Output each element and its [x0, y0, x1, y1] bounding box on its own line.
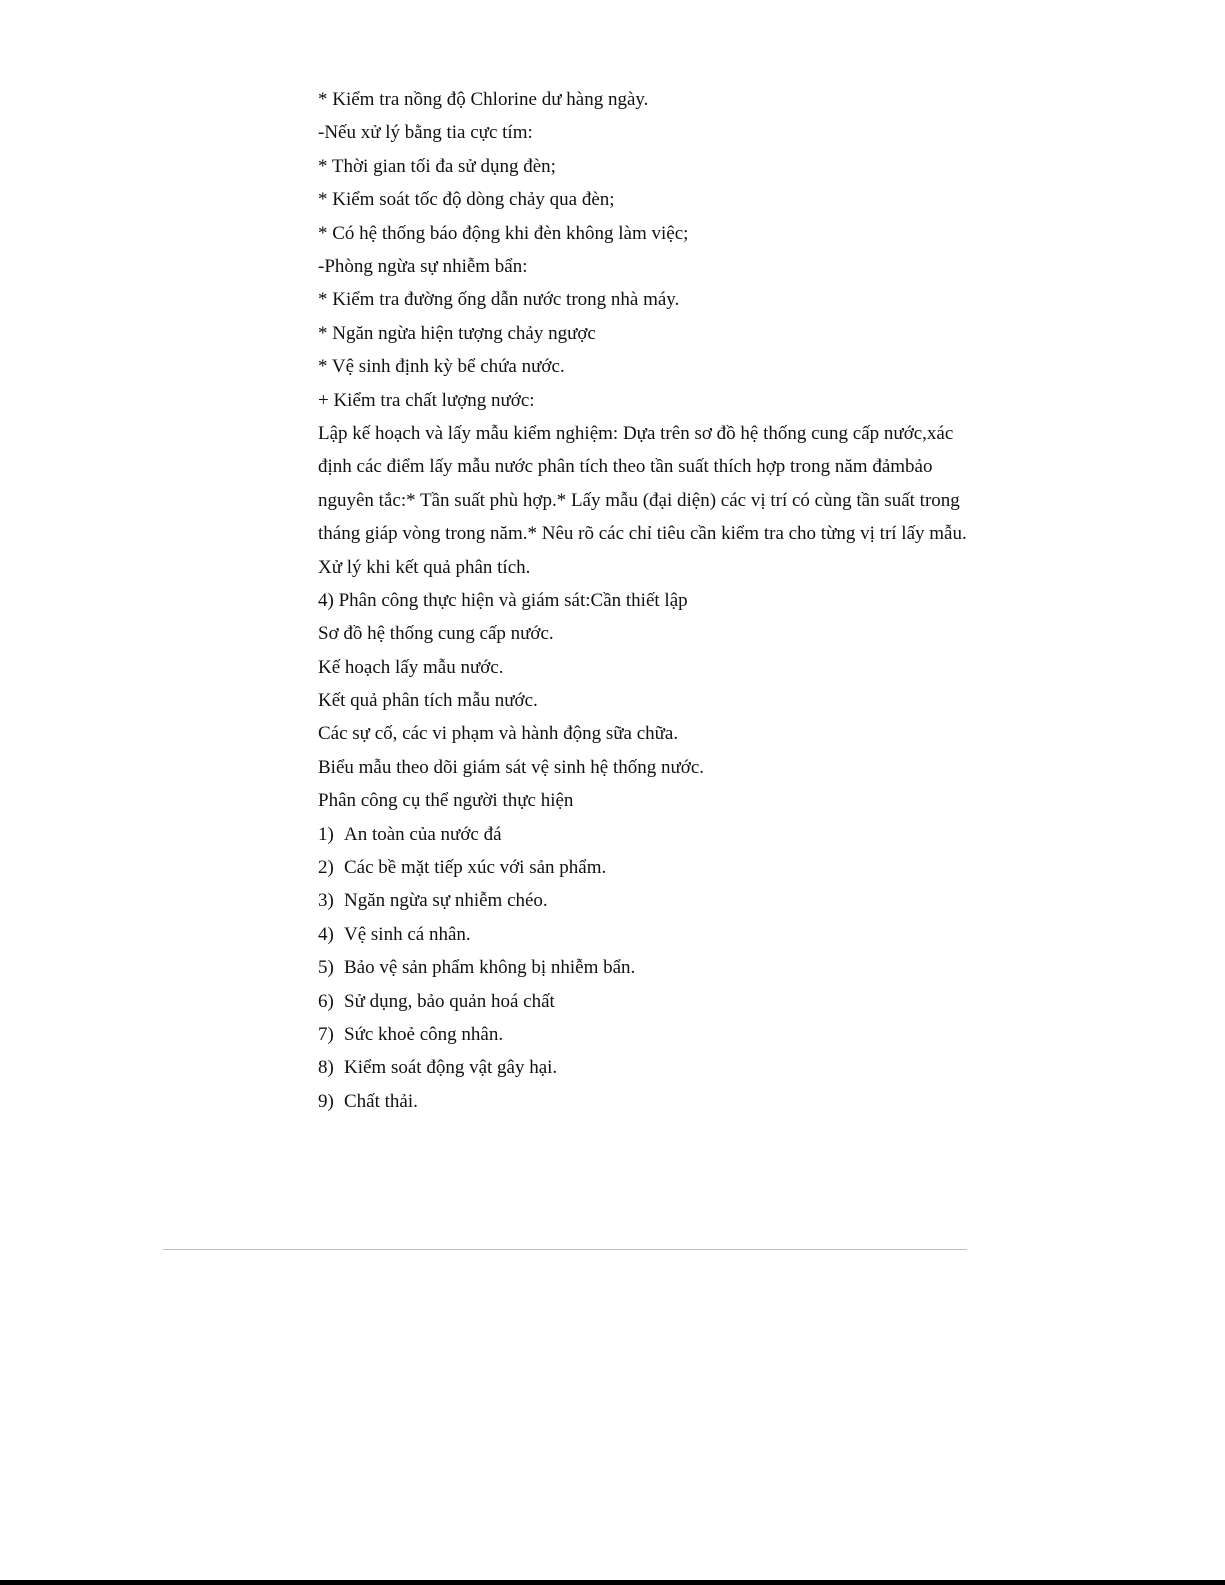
item-text: Các bề mặt tiếp xúc với sản phẩm. — [344, 857, 607, 879]
numbered-item — [318, 951, 968, 984]
text-line: Xử lý khi kết quả phân tích. — [318, 556, 531, 578]
text-line: + Kiểm tra chất lượng nước: — [318, 389, 535, 411]
bottom-edge-strip — [0, 1580, 1225, 1585]
item-number: 1) — [318, 823, 334, 845]
numbered-item — [318, 884, 968, 917]
text-line: * Kiểm soát tốc độ dòng chảy qua đèn; — [318, 189, 615, 211]
item-number: 3) — [318, 890, 334, 912]
text-line: Kế hoạch lấy mẫu nước. — [318, 656, 504, 678]
item-number: 6) — [318, 990, 334, 1012]
text-line: * Có hệ thống báo động khi đèn không làm việc; — [318, 222, 689, 244]
text-line: * Ngăn ngừa hiện tượng chảy ngược — [318, 322, 596, 344]
item-number: 5) — [318, 957, 334, 979]
numbered-item — [318, 818, 968, 851]
numbered-item — [318, 1018, 968, 1051]
numbered-item — [318, 851, 968, 884]
item-number: 9) — [318, 1090, 334, 1112]
page-divider — [163, 1249, 967, 1250]
text-line: * Kiểm tra nồng độ Chlorine dư hàng ngày. — [318, 89, 649, 110]
item-text: Sử dụng, bảo quản hoá chất — [344, 990, 555, 1012]
text-line: Phân công cụ thể người thực hiện — [318, 790, 574, 812]
item-number: 4) — [318, 923, 334, 945]
item-text: Bảo vệ sản phẩm không bị nhiễm bẩn. — [344, 957, 636, 979]
numbered-item — [318, 1051, 968, 1084]
item-number: 7) — [318, 1024, 334, 1045]
text-line: Sơ đồ hệ thống cung cấp nước. — [318, 623, 554, 645]
item-text: Chất thải. — [344, 1090, 418, 1112]
text-line: -Nếu xử lý bằng tia cực tím: — [318, 122, 533, 144]
sampling-plan-paragraph: Lập kế hoạch và lấy mẫu kiểm nghiệm: Dựa trên sơ đồ hệ thống cung cấp nước,xác định các điểm lấy mẫu nước phân tích theo tần suất thích hợp trong năm đảmbảo nguyên tắc:* Tần suất phù hợp.* Lấy mẫu (đại diện) các vị trí có cùng tần suất trong tháng giáp vòng trong năm.* Nêu rõ các chỉ tiêu cần kiểm tra cho từng vị trí lấy mẫu. — [318, 422, 967, 545]
text-line: Biểu mẫu theo dõi giám sát vệ sinh hệ thống nước. — [318, 756, 705, 778]
item-number: 2) — [318, 857, 334, 879]
item-text: Ngăn ngừa sự nhiễm chéo. — [344, 890, 548, 912]
document-body — [318, 83, 968, 1118]
section-heading: 4) Phân công thực hiện và giám sát:Cần thiết lập — [318, 589, 688, 611]
text-line: * Kiểm tra đường ống dẫn nước trong nhà máy. — [318, 289, 680, 311]
item-text: Vệ sinh cá nhân. — [344, 923, 471, 945]
text-line: * Thời gian tối đa sử dụng đèn; — [318, 155, 556, 177]
text-line: Các sự cố, các vi phạm và hành động sữa chữa. — [318, 723, 679, 745]
numbered-item — [318, 918, 968, 951]
text-line: Kết quả phân tích mẫu nước. — [318, 690, 538, 712]
text-line: * Vệ sinh định kỳ bể chứa nước. — [318, 356, 565, 378]
item-text: Kiểm soát động vật gây hại. — [344, 1057, 558, 1079]
item-number: 8) — [318, 1057, 334, 1079]
numbered-item — [318, 1085, 968, 1118]
item-text: Sức khoẻ công nhân. — [344, 1024, 504, 1045]
item-text: An toàn của nước đá — [344, 823, 502, 845]
text-line: -Phòng ngừa sự nhiễm bẩn: — [318, 255, 528, 277]
numbered-item — [318, 985, 968, 1018]
